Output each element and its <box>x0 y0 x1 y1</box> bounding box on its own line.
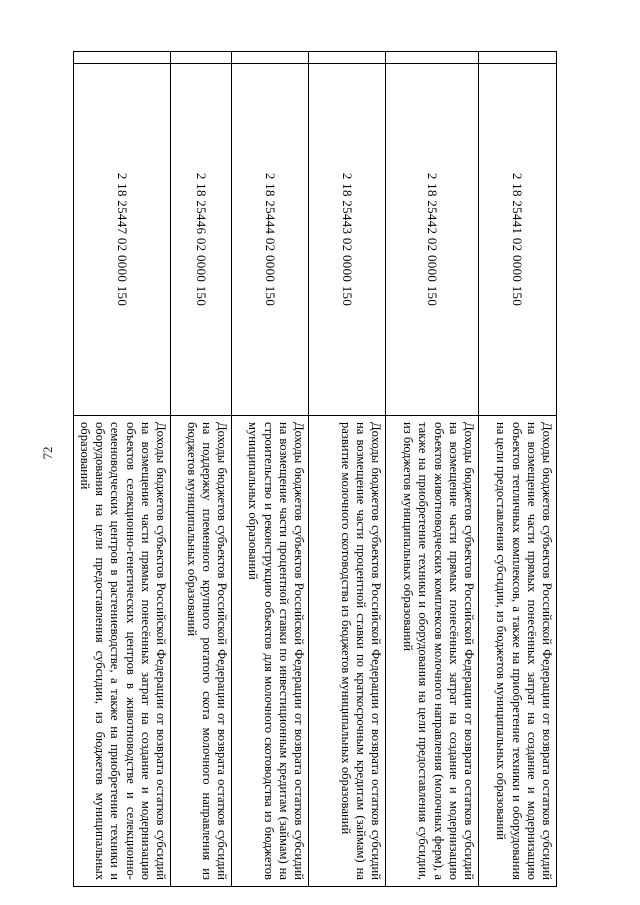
budget-code-cell: 2 18 25447 02 0000 150 <box>74 64 170 416</box>
table-row <box>74 52 171 886</box>
empty-cell <box>171 52 231 64</box>
description-cell: Доходы бюджетов субъектов Российской Федерации от возврата остатков субсидий на возмещение части прямых понесённых затрат на создание и модернизацию объектов тепличных комплексов, а также на приобретение техники и оборудования на цели предоставления субсидии, из бюджетов муниципальных образований <box>494 422 554 880</box>
empty-cell <box>309 52 385 64</box>
empty-cell <box>479 52 556 64</box>
description-cell: Доходы бюджетов субъектов Российской Федерации от возврата остатков субсидий на возмещение части прямых понесённых затрат на создание и модернизацию объектов животноводческих комплексов молочного направления (молочных ферм), а также на приобретение техники и оборудования на цели предоставления субсидии, из бюджетов муниципальных образований <box>401 422 476 880</box>
description-cell: Доходы бюджетов субъектов Российской Федерации от возврата остатков субсидий на возмещение части прямых понесённых затрат на создание и модернизацию объектов селекционно-генетических центров в животноводстве и селекционно-семеноводческих центров в растениеводстве, а также на приобретение техники и оборудования на цели предоставления субсидии, из бюджетов муниципальных образований <box>77 422 168 880</box>
description-cell: Доходы бюджетов субъектов Российской Федерации от возврата остатков субсидий на поддержку племенного крупного рогатого скота молочного направления из бюджетов муниципальных образований <box>184 422 229 880</box>
revenue-codes-table <box>73 51 557 887</box>
description-cell: Доходы бюджетов субъектов Российской Федерации от возврата остатков субсидий на возмещение части процентной ставки по инвестиционным кредитам (займам) на строительство и реконструкцию объектов для молочного скотоводства из бюджетов муниципальных образований <box>246 422 306 880</box>
budget-code-cell: 2 18 25444 02 0000 150 <box>232 64 308 416</box>
table-row <box>309 52 386 886</box>
empty-cell <box>232 52 308 64</box>
table-row <box>386 52 479 886</box>
table-row <box>479 52 556 886</box>
budget-code-cell: 2 18 25441 02 0000 150 <box>479 64 556 416</box>
budget-code-cell: 2 18 25442 02 0000 150 <box>386 64 478 416</box>
budget-code-cell: 2 18 25443 02 0000 150 <box>309 64 385 416</box>
description-cell: Доходы бюджетов субъектов Российской Федерации от возврата остатков субсидий на возмещение части процентной ставки по краткосрочным кредитам (займам) на развитие молочного скотоводства из бюджетов муниципальных образований <box>338 422 383 880</box>
table-row <box>232 52 309 886</box>
table-row <box>171 52 232 886</box>
empty-cell <box>74 52 170 64</box>
page-number: 72 <box>40 446 55 460</box>
empty-cell <box>386 52 478 64</box>
budget-code-cell: 2 18 25446 02 0000 150 <box>171 64 231 416</box>
